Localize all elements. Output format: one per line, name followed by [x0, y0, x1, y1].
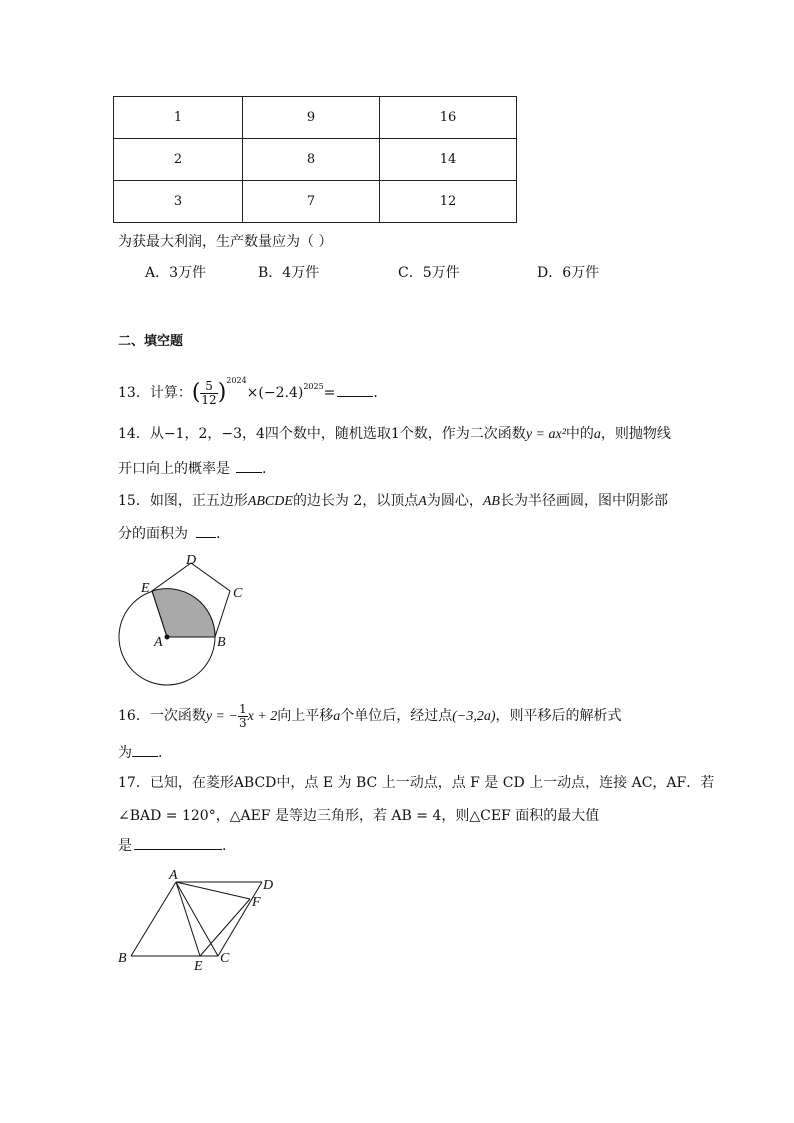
answer-blank[interactable]	[337, 384, 373, 397]
paren-left: (	[191, 380, 201, 405]
period: .	[262, 461, 267, 477]
label-a: A	[154, 635, 163, 650]
pentagon-figure	[110, 548, 280, 693]
segment-af	[176, 882, 250, 899]
segment-name: AB	[482, 494, 500, 509]
fraction-denominator: 3	[238, 715, 247, 730]
answer-blank[interactable]	[134, 837, 222, 850]
label-b: B	[217, 635, 226, 650]
label-e: E	[141, 581, 150, 596]
q14-text: 14．从−1，2，−3，4四个数中，随机选取1个数，作为二次函数	[118, 426, 526, 442]
option-d[interactable]: D．6万件	[537, 265, 600, 281]
option-c[interactable]: C．5万件	[398, 265, 460, 281]
question-17-line1: 17．已知，在菱形ABCD中，点 E 为 BC 上一动点，点 F 是 CD 上一动点，连接 AC，AF．若	[118, 775, 715, 791]
table-cell: 16	[380, 97, 517, 139]
question-13	[118, 366, 378, 407]
formula: y = −	[205, 709, 238, 724]
label-f: F	[252, 895, 261, 910]
side-ab	[131, 882, 176, 956]
period: .	[158, 745, 163, 761]
shaded-sector	[152, 589, 215, 637]
label-c: C	[233, 586, 243, 601]
exponent: 2025	[303, 382, 324, 391]
q15-text: 的边长为 2，以顶点	[292, 493, 419, 509]
q14-text: ，则抛物线	[600, 426, 671, 442]
paren-right: )	[217, 380, 227, 405]
segment-ae	[176, 882, 200, 956]
question-12-stem: 为获最大利润，生产数量应为（ ）	[118, 234, 333, 250]
label-a: A	[169, 868, 178, 883]
exponent: 2024	[226, 376, 247, 385]
q15-text: 长为半径画圆，图中阴影部	[499, 493, 668, 509]
table-cell: 9	[243, 97, 380, 139]
q15-text: 15．如图，正五边形	[118, 493, 248, 509]
question-17-line3	[118, 835, 226, 855]
formula: y = ax²	[525, 427, 566, 442]
section-title: 二、填空题	[118, 334, 184, 349]
question-16-line1	[118, 700, 622, 732]
table-row	[114, 139, 517, 181]
fraction-numerator: 5	[200, 380, 217, 394]
q17-text: 是	[118, 838, 132, 854]
q14-text: 中的	[565, 426, 594, 442]
table-row	[114, 97, 517, 139]
center-point	[165, 635, 170, 640]
table-cell: 8	[243, 139, 380, 181]
q16-text: 向上平移	[277, 708, 334, 724]
question-14-line2	[118, 458, 266, 478]
q15-text: 为圆心，	[426, 493, 483, 509]
base: (−2.4)	[258, 385, 304, 401]
q14-text: 开口向上的概率是	[118, 461, 230, 477]
table-cell: 2	[114, 139, 243, 181]
diagonal-ac	[176, 882, 218, 956]
fraction-denominator: 12	[201, 392, 217, 407]
variable: a	[333, 709, 341, 724]
answer-blank[interactable]	[196, 525, 216, 538]
label-d: D	[186, 553, 197, 568]
q16-text: 为	[118, 745, 132, 761]
table-row	[114, 181, 517, 223]
point-coords: (−3,2a)	[452, 709, 496, 724]
fraction	[238, 703, 248, 730]
question-14-line1	[118, 423, 671, 443]
label-d: D	[263, 878, 274, 893]
q15-text: 分的面积为	[118, 526, 188, 542]
data-table	[113, 96, 517, 223]
times-sign: ×	[246, 385, 259, 401]
formula: x + 2	[247, 709, 278, 724]
table-cell: 12	[380, 181, 517, 223]
point-name: A	[418, 494, 427, 509]
question-16-line2	[118, 742, 162, 762]
label-b: B	[118, 951, 127, 966]
option-a[interactable]: A．3万件	[145, 265, 207, 281]
answer-blank[interactable]	[236, 460, 262, 473]
q16-text: 个单位后，经过点	[340, 708, 453, 724]
question-15-line1	[118, 490, 668, 510]
q16-text: 16．一次函数	[118, 708, 206, 724]
fraction-numerator: 1	[238, 701, 247, 716]
segment-ef	[200, 899, 250, 956]
rhombus-figure	[112, 865, 282, 980]
period: .	[373, 385, 378, 401]
fraction	[200, 380, 217, 407]
label-e: E	[194, 959, 203, 974]
answer-blank[interactable]	[132, 744, 158, 757]
question-15-line2	[118, 523, 220, 543]
variable: a	[593, 427, 601, 442]
table-cell: 1	[114, 97, 243, 139]
equals-sign: =	[323, 385, 336, 401]
question-17-line2: ∠BAD = 120°，△AEF 是等边三角形，若 AB = 4，则△CEF 面积的最大值	[118, 808, 600, 824]
table-cell: 3	[114, 181, 243, 223]
period: .	[216, 526, 221, 542]
option-b[interactable]: B．4万件	[258, 265, 320, 281]
period: .	[222, 838, 227, 854]
label-c: C	[220, 951, 230, 966]
q16-text: ，则平移后的解析式	[495, 708, 622, 724]
table-cell: 14	[380, 139, 517, 181]
polygon-name: ABCDE	[247, 494, 293, 509]
q13-prefix: 13．计算：	[118, 385, 192, 401]
table-cell: 7	[243, 181, 380, 223]
